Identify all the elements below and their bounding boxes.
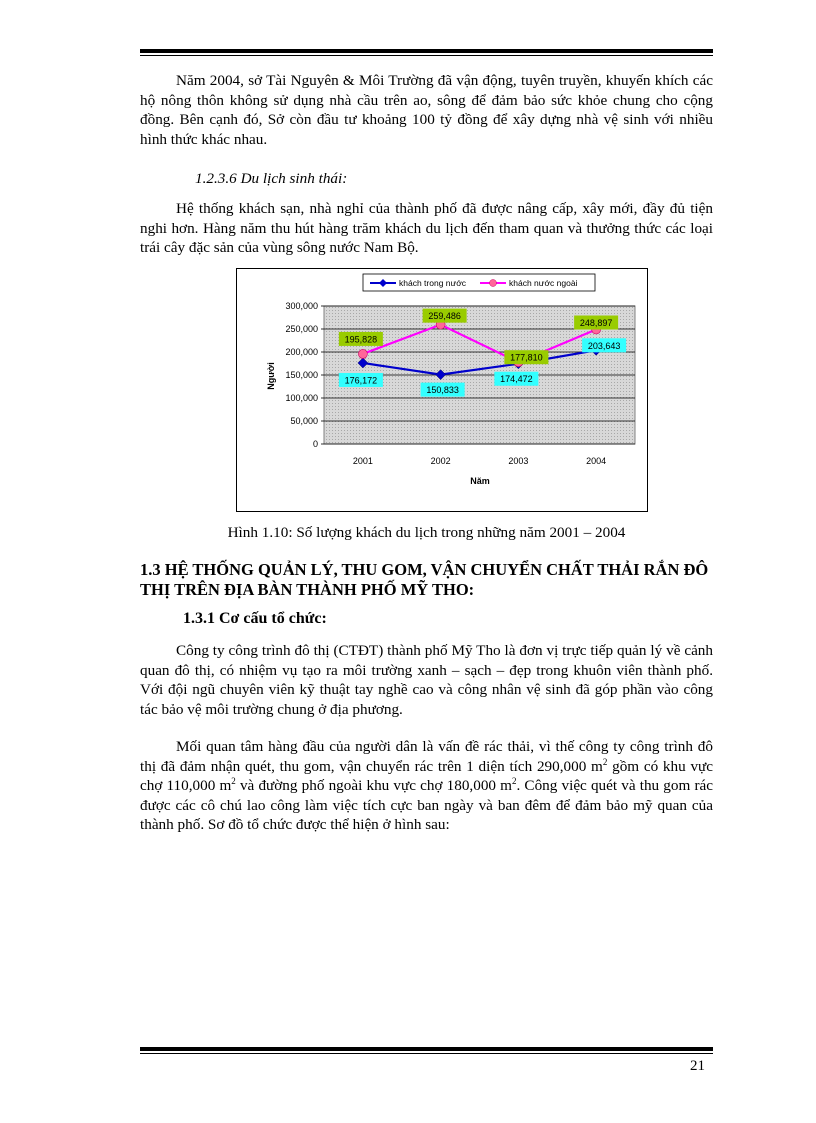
data-label: 259,486 <box>428 311 461 322</box>
legend-marker-circle <box>490 280 497 287</box>
data-point-circle <box>358 349 367 358</box>
paragraph-organization: Công ty công trình đô thị (CTĐT) thành phố Mỹ Tho là đơn vị trực tiếp quản lý về cảnh quan đô thị, có nhiệm vụ tạo ra môi trường xanh – sạch – đẹp trong khuôn viên thành phố. Với đội ngũ chuyên viên kỹ thuật tay nghề cao và công nhân vệ sinh đã góp phần vào công tác bảo vệ môi trường chung ở địa phương. <box>140 642 713 718</box>
superscript-1: 2 <box>602 756 608 767</box>
data-label: 150,833 <box>426 385 459 396</box>
data-label: 248,897 <box>579 318 613 329</box>
data-label: 174,472 <box>500 374 533 385</box>
x-axis-label: Năm <box>470 476 490 486</box>
x-tick-label: 2004 <box>586 456 607 466</box>
waste-text-c: và đường phố ngoài khu vực chợ 180,000 m <box>235 777 512 794</box>
chart-svg <box>236 268 648 512</box>
superscript-2: 2 <box>231 775 236 786</box>
y-axis-label: Người <box>266 362 276 390</box>
data-label: 195,828 <box>344 334 378 345</box>
x-tick-label: 2002 <box>430 456 451 466</box>
data-label: 176,172 <box>344 375 378 386</box>
page-number: 21 <box>690 1058 705 1074</box>
paragraph-tourism: Hệ thống khách sạn, nhà nghỉ của thành phố đã được nâng cấp, xây mới, đầy đủ tiện nghi hơn. Hàng năm thu hút hàng trăm khách du lịch đến tham quan và thưởng thức các loại trái cây đặc sản của vùng sông nước Nam Bộ. <box>140 200 713 256</box>
chart-legend <box>363 274 595 291</box>
x-tick-label: 2001 <box>352 456 373 466</box>
footer-rule <box>140 1047 713 1054</box>
paragraph-waste <box>140 737 713 835</box>
header-rule <box>140 49 713 56</box>
y-tick-label: 50,000 <box>290 416 318 426</box>
y-tick-label: 0 <box>312 439 318 449</box>
paragraph-sanitation: Năm 2004, sở Tài Nguyên & Môi Trường đã vận động, tuyên truyền, khuyến khích các hộ nông thôn không sử dụng nhà cầu trên ao, sông để đảm bảo sức khỏe chung cho cộng đồng. Bên cạnh đó, Sở còn đầu tư khoảng 100 tỷ đồng để xây dựng nhà vệ sinh với nhiều hình thức khác nhau. <box>140 72 713 148</box>
legend-label: khách trong nước <box>399 278 467 288</box>
waste-text-d: . Công việc quét và thu gom rác được các cô chú lao công làm việc tích cực ban ngày và ban đêm để đảm bảo mỹ quan của thành phố. Sơ đồ tổ chức được thể hiện ở hình sau: <box>140 777 713 833</box>
section-heading-1-3-1: 1.3.1 Cơ cấu tổ chức: <box>183 610 327 627</box>
superscript-3: 2 <box>511 775 517 786</box>
data-label: 177,810 <box>510 352 543 363</box>
waste-text-a: Mối quan tâm hàng đầu của người dân là vấn đề rác thải, vì thế công ty công trình đô thị đã đảm nhận quét, thu gom, vận chuyển rác trên 1 diện tích 290,000 m <box>140 738 713 775</box>
y-tick-label: 150,000 <box>285 370 318 380</box>
data-label: 203,643 <box>587 340 621 351</box>
x-tick-label: 2003 <box>508 456 529 466</box>
y-tick-label: 200,000 <box>285 347 318 357</box>
section-heading-1-3: 1.3 HỆ THỐNG QUẢN LÝ, THU GOM, VẬN CHUYỂN CHẤT THẢI RẮN ĐÔ THỊ TRÊN ĐỊA BÀN THÀNH PHỐ MỸ THO: <box>140 560 709 599</box>
y-tick-label: 300,000 <box>285 301 318 311</box>
y-tick-label: 250,000 <box>285 324 318 334</box>
waste-text-b: gồm có khu vực chợ 110,000 m <box>140 757 714 794</box>
tourist-chart <box>236 268 648 512</box>
subsection-heading-ecotourism: 1.2.3.6 Du lịch sinh thái: <box>195 170 348 187</box>
legend-label: khách nước ngoài <box>509 278 578 288</box>
y-tick-label: 100,000 <box>285 393 318 403</box>
figure-caption: Hình 1.10: Số lượng khách du lịch trong những năm 2001 – 2004 <box>227 524 626 541</box>
